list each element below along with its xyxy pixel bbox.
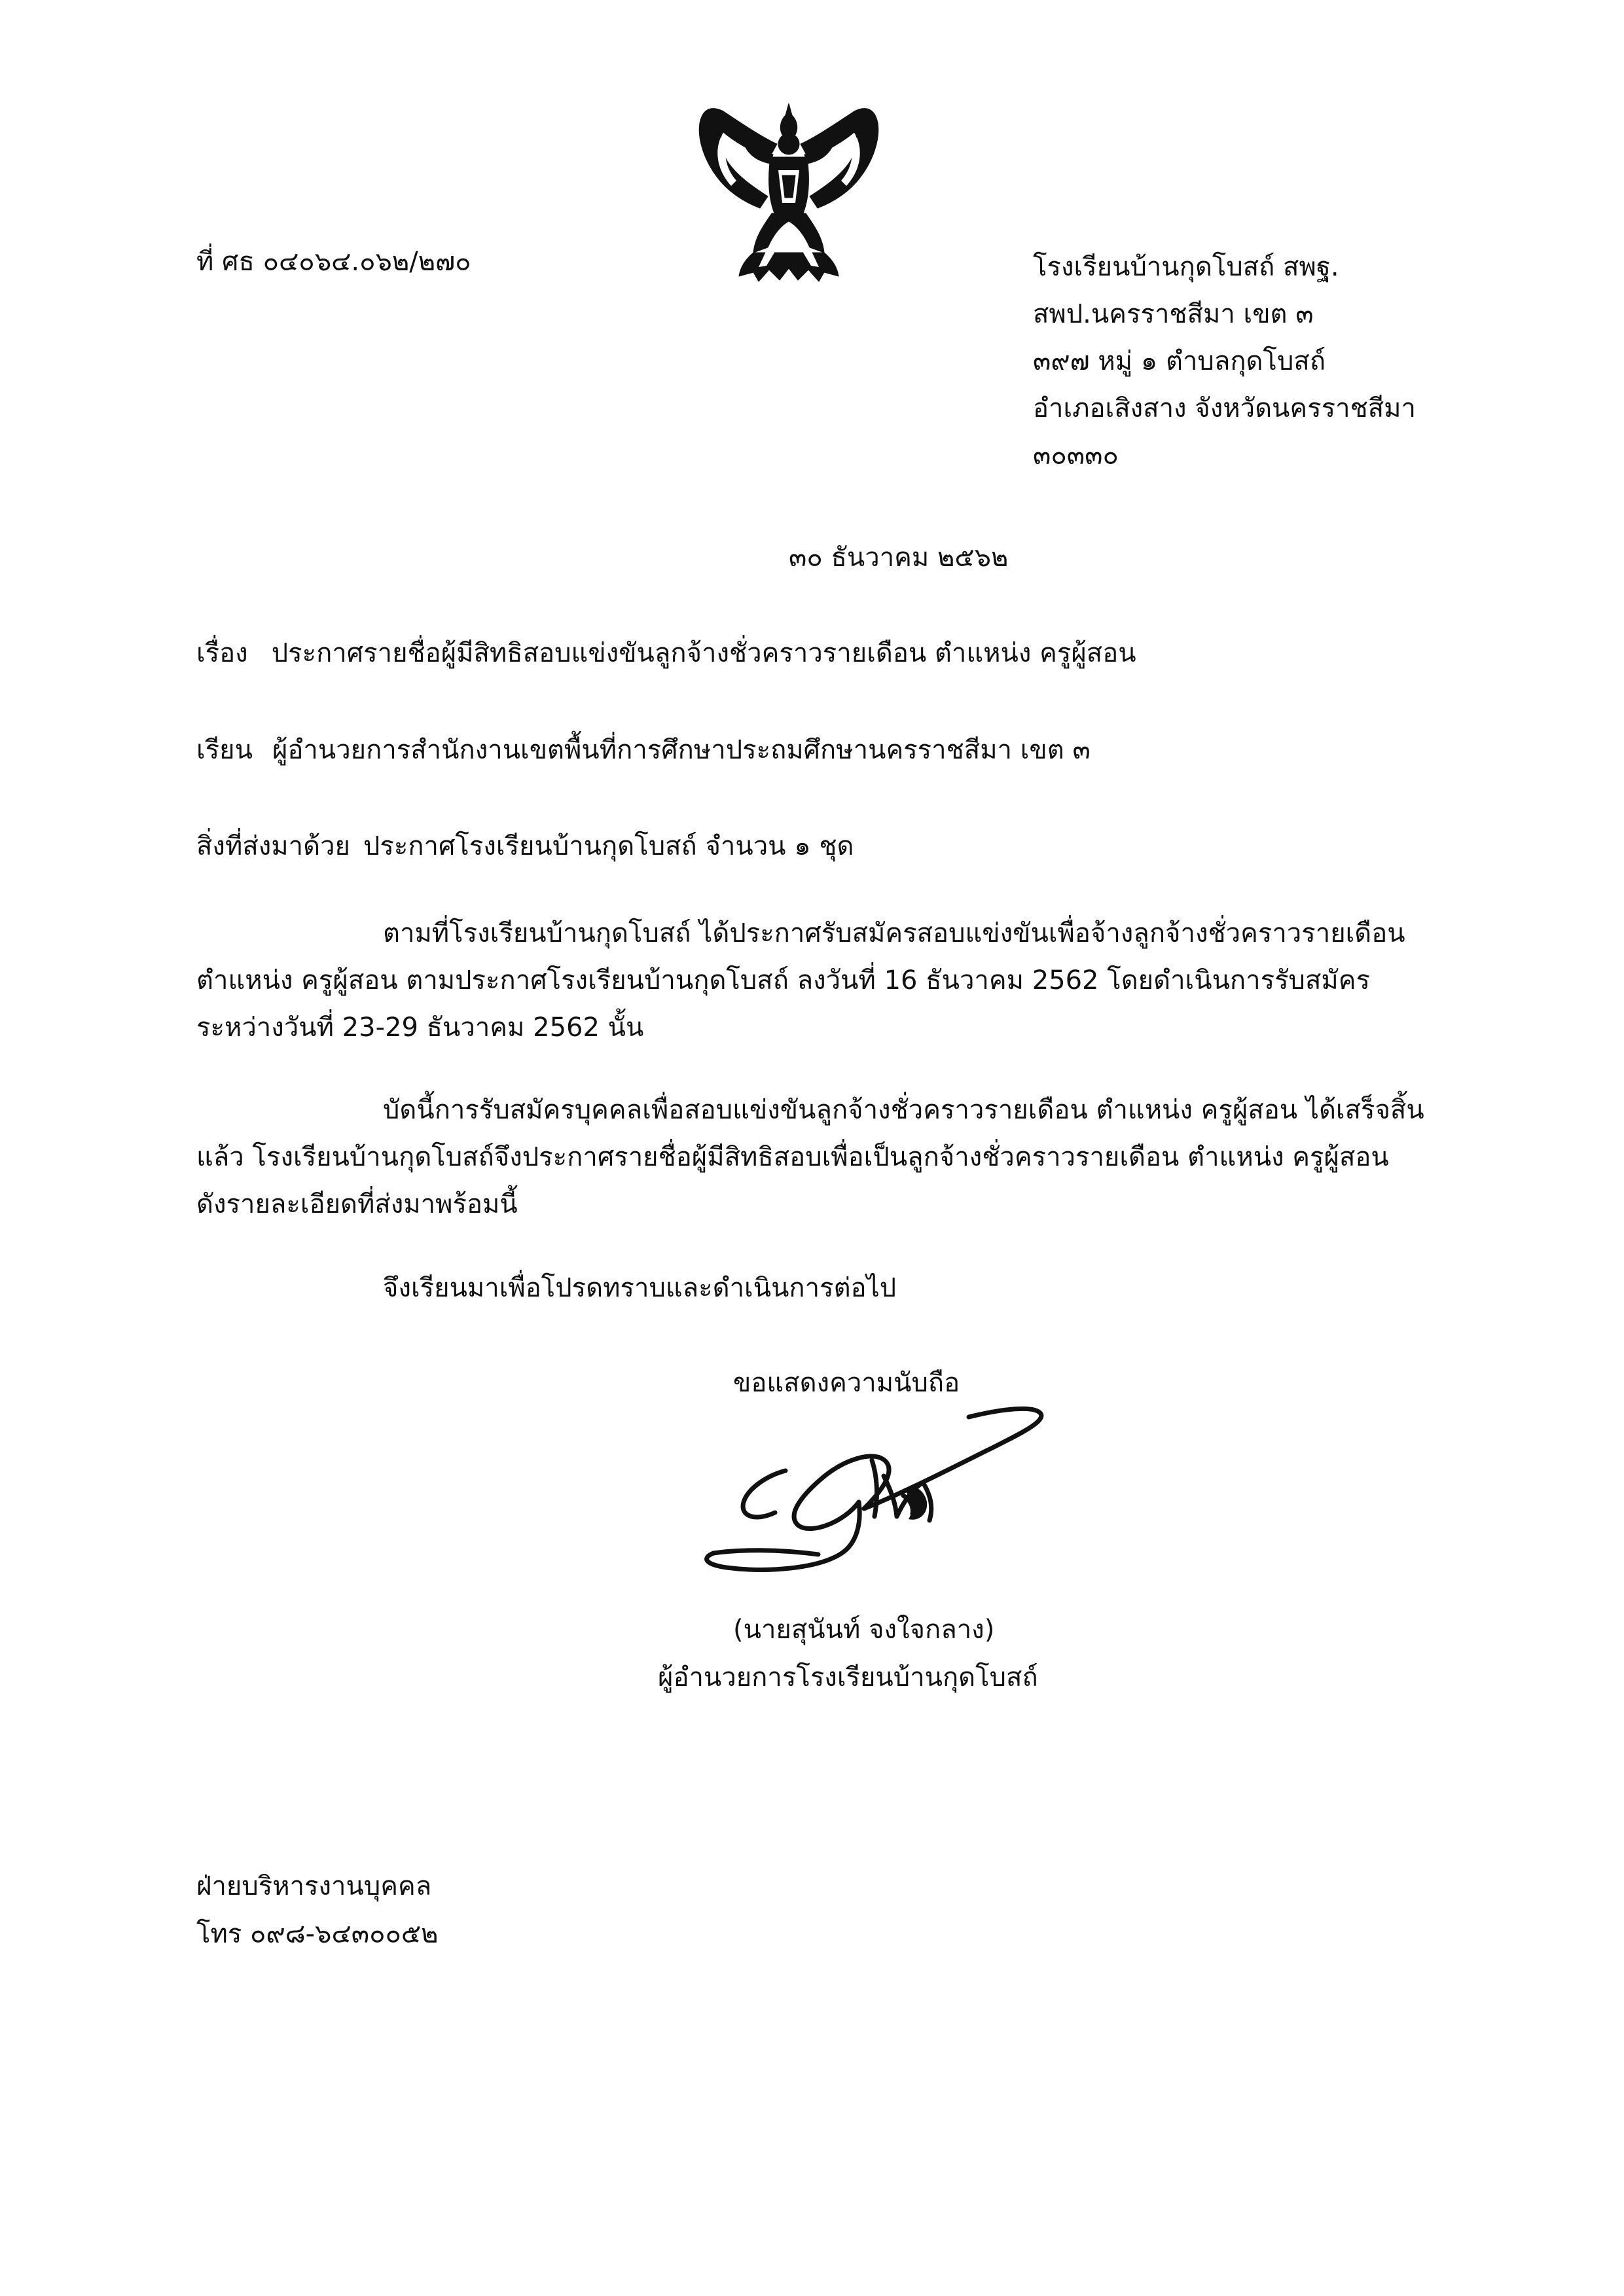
paragraph-line: ตำแหน่ง ครูผู้สอน ตามประกาศโรงเรียนบ้านกุดโบสถ์ ลงวันที่ 16 ธันวาคม 2562 โดยดำเนินการรับสมัคร xyxy=(196,965,1370,996)
subject-line xyxy=(196,635,1136,672)
paragraph-line: บัดนี้การรับสมัครบุคคลเพื่อสอบแข่งขันลูกจ้างชั่วคราวรายเดือน ตำแหน่ง ครูผู้สอน ได้เสร็จสิ้น xyxy=(383,1095,1424,1125)
signer-name: (นายสุนันท์ จงใจกลาง) xyxy=(733,1615,995,1645)
school-address xyxy=(1033,243,1416,479)
document-number: ที่ ศธ ๐๔๐๖๔.๐๖๒/๒๗๐ xyxy=(196,247,471,277)
body-paragraph-2 xyxy=(196,1086,1440,1228)
phone-number: โทร ๐๙๘-๖๔๓๐๐๕๒ xyxy=(196,1919,439,1949)
address-line: อำเภอเสิงสาง จังหวัดนครราชสีมา xyxy=(1033,393,1416,423)
address-line: สพป.นครราชสีมา เขต ๓ xyxy=(1033,299,1314,329)
paragraph-line: แล้ว โรงเรียนบ้านกุดโบสถ์จึงประกาศรายชื่อผู้มีสิทธิสอบเพื่อเป็นลูกจ้างชั่วคราวรายเดือน ตำแหน่ง ครูผู้สอน xyxy=(196,1142,1389,1172)
recipient-label: เรียน xyxy=(196,735,253,765)
paragraph-line: ดังรายละเอียดที่ส่งมาพร้อมนี้ xyxy=(196,1189,518,1219)
subject-text: ประกาศรายชื่อผู้มีสิทธิสอบแข่งขันลูกจ้างชั่วคราวรายเดือน ตำแหน่ง ครูผู้สอน xyxy=(271,638,1136,668)
body-paragraph-1 xyxy=(196,910,1440,1051)
recipient-line xyxy=(196,732,1091,768)
enclosure-label: สิ่งที่ส่งมาด้วย xyxy=(196,831,350,861)
enclosure-text: ประกาศโรงเรียนบ้านกุดโบสถ์ จำนวน ๑ ชุด xyxy=(363,831,854,861)
regards: ขอแสดงความนับถือ xyxy=(733,1368,960,1398)
address-line: ๓๐๓๓๐ xyxy=(1033,440,1119,471)
recipient-text: ผู้อำนวยการสำนักงานเขตพื้นที่การศึกษาประถมศึกษานครราชสีมา เขต ๓ xyxy=(272,735,1091,765)
department-name: ฝ่ายบริหารงานบุคคล xyxy=(196,1871,432,1901)
paragraph-line: ตามที่โรงเรียนบ้านกุดโบสถ์ ได้ประกาศรับสมัครสอบแข่งขันเพื่อจ้างลูกจ้างชั่วคราวรายเดือน xyxy=(383,918,1405,948)
closing-line: จึงเรียนมาเพื่อโปรดทราบและดำเนินการต่อไป xyxy=(383,1273,897,1303)
address-line: โรงเรียนบ้านกุดโบสถ์ สพฐ. xyxy=(1033,252,1339,282)
signer-title: ผู้อำนวยการโรงเรียนบ้านกุดโบสถ์ xyxy=(658,1662,1038,1693)
letter-date: ๓๐ ธันวาคม ๒๕๖๒ xyxy=(789,543,1009,573)
paragraph-line: ระหว่างวันที่ 23-29 ธันวาคม 2562 นั้น xyxy=(196,1013,644,1043)
enclosure-line xyxy=(196,828,854,865)
signature-icon xyxy=(687,1397,1054,1594)
address-line: ๓๙๗ หมู่ ๑ ตำบลกุดโบสถ์ xyxy=(1033,346,1326,376)
garuda-emblem-icon xyxy=(691,98,887,295)
subject-label: เรื่อง xyxy=(196,638,248,668)
